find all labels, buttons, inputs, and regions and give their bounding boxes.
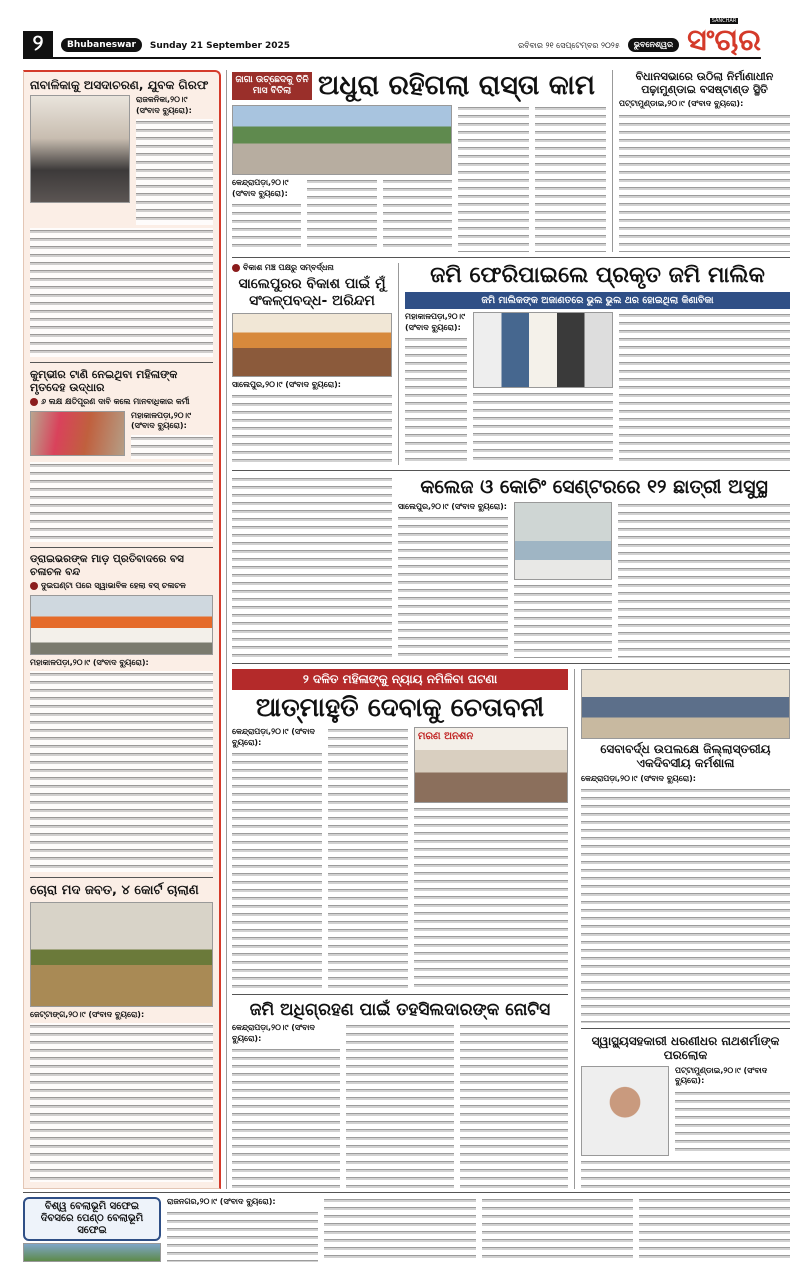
col-divider-right-top	[612, 70, 613, 252]
subhead-a2-text: ୬ ଲକ୍ଷ କ୍ଷତିପୂରଣ ଦାବି କଲେ ମାନବାଧିକାର କର୍ମୀ	[41, 397, 190, 407]
body-obit-cont	[581, 1159, 790, 1189]
byline-obit: ପଟ୍ଟାମୁଣ୍ଡାଇ,୨୦।୯ (ସଂବାଦ ବ୍ୟୁରୋ):	[675, 1065, 768, 1086]
body-lead-5	[535, 105, 606, 252]
byline-a2: ମହାକାଳପଡ଼ା,୨୦।୯ (ସଂବାଦ ବ୍ୟୁରୋ):	[131, 410, 192, 431]
body-land-1	[405, 336, 467, 465]
bullet-icon	[30, 582, 38, 590]
left-sidebar	[23, 70, 221, 1189]
headline-salepur: ସାଲେପୁରର ବିକାଶ ପାଇଁ ମୁଁ ସଂକଳ୍ପବଦ୍ଧ- ଅରିନ୍ଦମ	[238, 276, 386, 310]
photo-salepur	[232, 313, 392, 377]
headline-a2: କୁମ୍ଭୀର ଟାଣି ନେଇଥିବା ମହିଳାଙ୍କ ମୃତଦେହ ଉଦ୍ଧାର	[30, 368, 178, 395]
byline-workshop: କେନ୍ଦ୍ରାପଡ଼ା,୨୦।୯ (ସଂବାଦ ବ୍ୟୁରୋ):	[581, 773, 696, 783]
body-dalit-1	[232, 751, 322, 989]
body-college-3	[618, 502, 790, 658]
body-beach-2	[324, 1197, 475, 1262]
headline-a3: ଡ୍ରାଇଭରଙ୍କ ମାଡ଼ ପ୍ରତିବାଦରେ ବସ ଚଳାଚଳ ବନ୍ଦ	[30, 553, 184, 578]
body-lead-4	[458, 105, 529, 252]
photo-a1-youth	[30, 95, 130, 203]
headline-a1: ନାବାଳିକାକୁ ଅସଦାଚରଣ, ଯୁବକ ଗିରଫ	[30, 78, 209, 92]
body-a2	[131, 435, 213, 459]
byline-salepur: ସାଲେପୁର,୨୦।୯ (ସଂବାଦ ବ୍ୟୁରୋ):	[232, 379, 342, 389]
body-a2-cont	[30, 462, 213, 542]
photo-lead-road	[232, 105, 452, 175]
body-lead-2	[307, 178, 376, 252]
body-notice-1	[232, 1047, 340, 1189]
bullet-icon	[232, 264, 240, 272]
byline-college: ସାଲେପୁର,୨୦।୯ (ସଂବାଦ ବ୍ୟୁରୋ):	[398, 501, 508, 511]
body-workshop	[581, 787, 790, 1023]
byline-beach: ରାଜନଗର,୨୦।୯ (ସଂବାଦ ବ୍ୟୁରୋ):	[167, 1197, 276, 1206]
headline-obit: ସ୍ୱାସ୍ଥ୍ୟସହକାରୀ ଧରଣୀଧର ନାଥଶର୍ମାଙ୍କ ପରଲୋକ	[591, 1034, 780, 1063]
banner-dalit: ୨ ଦଳିତ ମହିଳାଙ୍କୁ ନ୍ୟାୟ ନମିଳିବା ଘଟଣା	[232, 669, 568, 690]
byline-a1: ରାଜକନିକା,୨୦।୯ (ସଂବାଦ ବ୍ୟୁରୋ):	[136, 95, 192, 115]
body-college-2	[514, 583, 612, 658]
headline-workshop: ସେବାବର୍ଦ୍ଧ ଉପଲକ୍ଷେ ଜିଲ୍ଲାସ୍ତରୀୟ ଏକଦିବସୀୟ କର୍ମଶାଳା	[600, 742, 771, 771]
photo-a4-liquor	[30, 902, 213, 1007]
headline-dalit: ଆତ୍ମାହୁତି ଦେବାକୁ ଚେତାବନୀ	[255, 693, 545, 723]
logo: ସଂଚାର	[687, 23, 761, 58]
subhead-a3-text: ଦୁଇଘଣ୍ଟା ପରେ ସ୍ୱାଭାବିକ ହେଲା ବସ୍ ଚଳାଚଳ	[41, 581, 186, 591]
subhead-a3	[30, 581, 213, 591]
body-a1-cont	[30, 228, 213, 357]
date-or: ରବିବାର ୨୧ ସେପ୍ଟେମ୍ବର ୨୦୨୫	[518, 41, 620, 50]
body-college-prev	[232, 476, 392, 658]
body-beach-3	[482, 1197, 633, 1262]
byline-notice: କେନ୍ଦ୍ରାପଡ଼ା,୨୦।୯ (ସଂବାଦ ବ୍ୟୁରୋ):	[232, 1023, 315, 1043]
headline-notice: ଜମି ଅଧିଗ୍ରହଣ ପାଇଁ ତହସିଲଦାରଙ୍କ ନୋଟିସ	[249, 1000, 551, 1020]
byline-bus: ପଟ୍ଟାମୁଣ୍ଡାଇ,୨୦।୯ (ସଂବାଦ ବ୍ୟୁରୋ):	[619, 99, 744, 109]
byline-dalit: କେନ୍ଦ୍ରାପଡ଼ା,୨୦।୯ (ସଂବାଦ ବ୍ୟୁରୋ):	[232, 727, 315, 747]
col-divider-right-bottom	[574, 669, 575, 1189]
photo-beach	[23, 1243, 161, 1262]
body-a4	[30, 1023, 213, 1182]
body-beach-1	[167, 1210, 318, 1262]
photo-a3-buses	[30, 595, 213, 655]
photo-obit-portrait	[581, 1066, 669, 1156]
col-divider-mid	[398, 263, 399, 465]
photo-college-hospital	[514, 502, 612, 580]
body-a1	[136, 119, 213, 225]
banner-land: ଜମି ମାଲିକଙ୍କ ଅଜାଣତରେ ଭୁଲ ଭୁଲ ଥର ହୋଇଥିଲା କିଣାବିକା	[405, 292, 790, 309]
section-rule-5	[23, 1192, 790, 1262]
body-salepur	[232, 393, 392, 465]
byline-lead: କେନ୍ଦ୍ରାପଡ଼ା,୨୦।୯ (ସଂବାଦ ବ୍ୟୁରୋ):	[232, 178, 289, 198]
body-lead-3	[383, 178, 452, 252]
photo-dalit-caption: ମରଣ ଅନଶନ	[418, 731, 474, 743]
masthead	[23, 18, 761, 59]
body-lead-1	[232, 202, 301, 252]
body-dalit-2	[328, 727, 408, 989]
photo-dalit-protest	[414, 727, 568, 803]
col-divider-left	[226, 70, 227, 1189]
edition-badge-en: Bhubaneswar	[61, 38, 142, 52]
byline-a4: ଜେଟ୍ଟାଙ୍ଗ,୨୦।୯ (ସଂବାଦ ବ୍ୟୁରୋ):	[30, 1009, 145, 1019]
page-body	[23, 70, 790, 1262]
headline-land: ଜମି ଫେରିପାଇଲେ ପ୍ରକୃତ ଜମି ମାଲିକ	[430, 263, 765, 288]
kicker-salepur-text: ବିକାଶ ମଞ୍ଚ ପକ୍ଷରୁ ସମ୍ବର୍ଦ୍ଧନା	[243, 263, 334, 272]
headline-college: କଲେଜ ଓ କୋଚିଂ ସେଣ୍ଟରରେ ୧୨ ଛାତ୍ରୀ ଅସୁସ୍ଥ	[420, 476, 768, 498]
logo-small: SANCHAR	[711, 18, 737, 24]
bullet-icon	[30, 398, 38, 406]
date-en: Sunday 21 September 2025	[149, 41, 291, 51]
edition-badge-or: ଭୁବନେଶ୍ୱର	[628, 38, 679, 52]
body-bus	[619, 113, 790, 252]
lead-tag: ଜାଗା ଉଚ୍ଛେଦକୁ ତିନି ମାସ ବିତିଲା	[232, 72, 312, 100]
headline-bus: ବିଧାନସଭାରେ ଉଠିଲା ନିର୍ମାଣାଧୀନ ପଢ଼ାମୁଣ୍ଡାଇ ବସଷ୍ଟାଣ୍ଡ ସ୍ଥିତି	[635, 70, 774, 97]
page-number: ୨	[23, 31, 53, 57]
kicker-salepur	[232, 263, 392, 273]
body-college-1	[398, 515, 508, 658]
body-land-3	[619, 312, 790, 465]
body-obit	[675, 1090, 790, 1156]
byline-land: ମହାକାଳପଡ଼ା,୨୦।୯ (ସଂବାଦ ବ୍ୟୁରୋ):	[405, 312, 466, 332]
lead-headline: ଅଧୁରା ରହିଗଲା ରାସ୍ତା କାମ	[318, 70, 596, 101]
photo-workshop	[581, 669, 790, 739]
photo-a2-body	[30, 411, 125, 456]
body-land-2	[473, 391, 613, 465]
body-a3	[30, 671, 213, 872]
body-dalit-3	[414, 806, 568, 989]
headline-beach: ବିଶ୍ୱ ବେଲାଭୂମି ସଫେଇ ଦିବସରେ ପେଣ୍ଠ ବେଲାଭୂମି ସଫେଇ	[23, 1197, 161, 1241]
headline-a4: ଚୋରା ମଦ ଜବତ, ୪ କୋର୍ଟ ଚାଲାଣ	[30, 883, 199, 898]
byline-a3: ମହାକାଳପଡ଼ା,୨୦।୯ (ସଂବାଦ ବ୍ୟୁରୋ):	[30, 657, 149, 667]
body-notice-3	[460, 1023, 568, 1189]
subhead-a2	[30, 397, 213, 407]
body-beach-4	[639, 1197, 790, 1262]
photo-land	[473, 312, 613, 388]
body-notice-2	[346, 1023, 454, 1189]
